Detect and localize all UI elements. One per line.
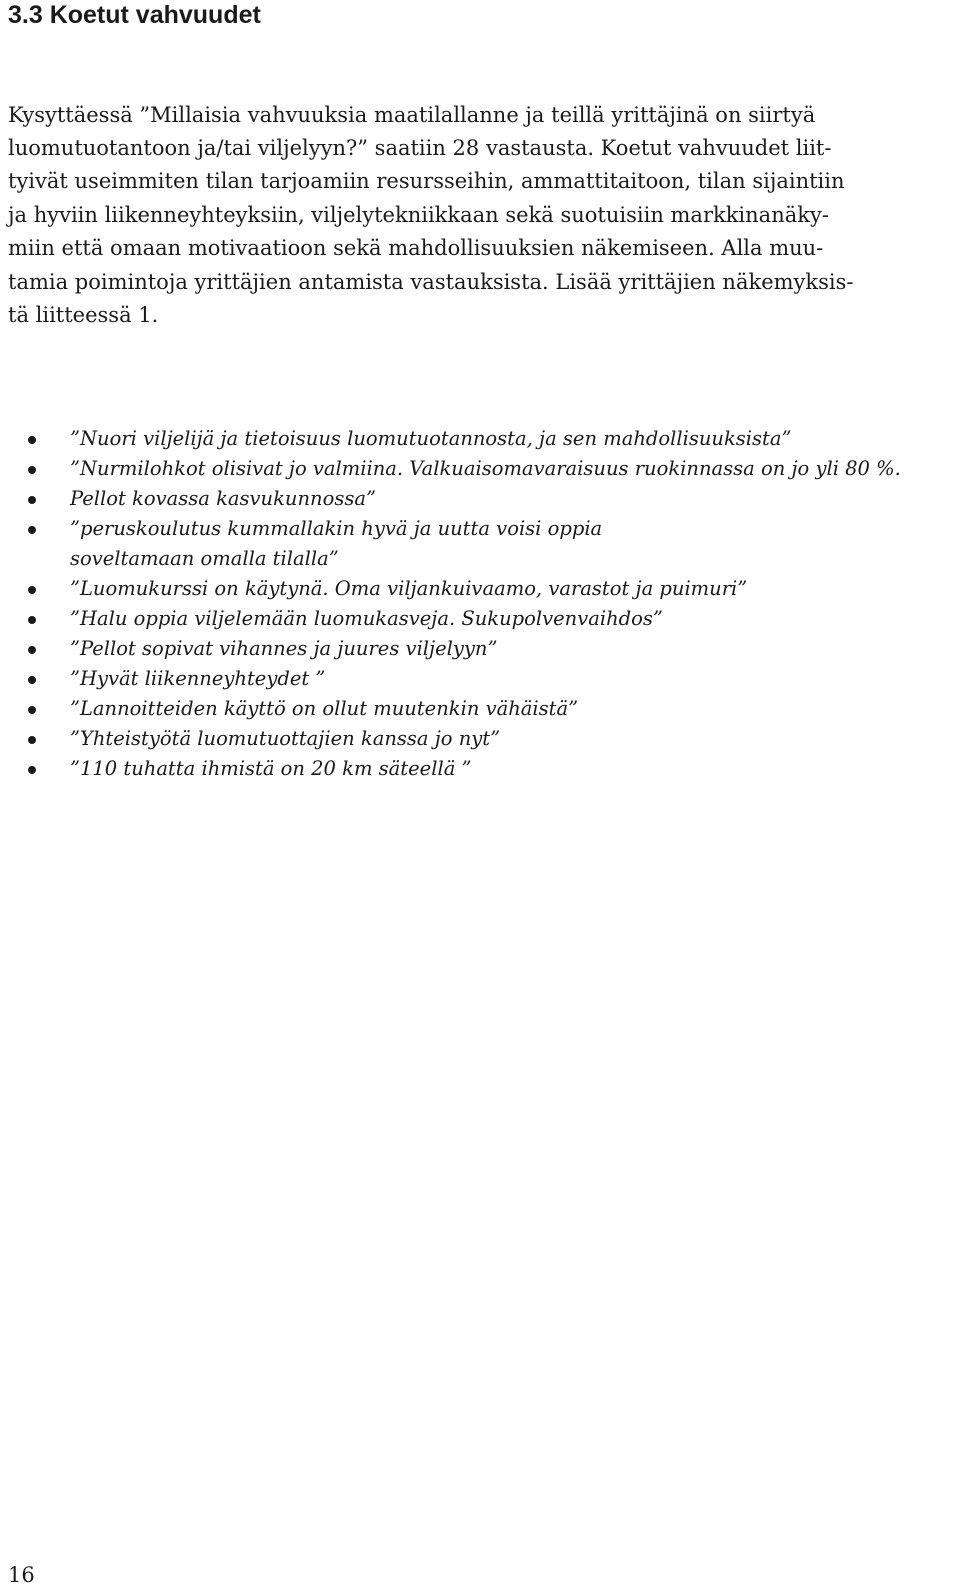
quote-item [0, 454, 960, 484]
bullet-icon [28, 676, 36, 684]
quote-item [0, 664, 960, 694]
bullet-icon [28, 706, 36, 714]
quote-item [0, 634, 960, 664]
paragraph-line: miin että omaan motivaatioon sekä mahdollisuuksien näkemiseen. Alla muu- [8, 236, 824, 260]
quote-text: ”peruskoulutus kummallakin hyvä ja uutta voisi oppia [70, 517, 603, 540]
bullet-icon [28, 436, 36, 444]
quote-item [0, 514, 960, 574]
quote-list [0, 424, 960, 784]
quote-item [0, 604, 960, 634]
quote-text: ”110 tuhatta ihmistä on 20 km säteellä ” [70, 757, 472, 780]
quote-item [0, 424, 960, 454]
quote-text: ”Luomukurssi on käytynä. Oma viljankuivaamo, varastot ja puimuri” [70, 577, 748, 600]
quote-item [0, 484, 960, 514]
paragraph-line: luomutuotantoon ja/tai viljelyyn?” saatiin 28 vastausta. Koetut vahvuudet liit- [8, 136, 832, 160]
bullet-icon [28, 736, 36, 744]
quote-text: ”Pellot sopivat vihannes ja juures viljelyyn” [70, 637, 498, 660]
paragraph-line: tamia poimintoja yrittäjien antamista vastauksista. Lisää yrittäjien näkemyksis- [8, 270, 854, 294]
quote-item [0, 754, 960, 784]
quote-text: soveltamaan omalla tilalla” [70, 547, 339, 570]
quote-item [0, 724, 960, 754]
quote-text: ”Lannoitteiden käyttö on ollut muutenkin vähäistä” [70, 697, 579, 720]
quote-text: ”Hyvät liikenneyhteydet ” [70, 667, 326, 690]
bullet-icon [28, 526, 36, 534]
paragraph-line: tä liitteessä 1. [8, 303, 159, 327]
bullet-icon [28, 496, 36, 504]
quote-item [0, 694, 960, 724]
bullet-icon [28, 766, 36, 774]
bullet-icon [28, 586, 36, 594]
bullet-icon [28, 466, 36, 474]
quote-text: Pellot kovassa kasvukunnossa” [70, 487, 376, 510]
paragraph-line: ja hyviin liikenneyhteyksiin, viljelytekniikkaan sekä suotuisiin markkinanäky- [8, 203, 829, 227]
paragraph-line: tyivät useimmiten tilan tarjoamiin resursseihin, ammattitaitoon, tilan sijaintiin [8, 169, 845, 193]
quote-text: ”Yhteistyötä luomutuottajien kanssa jo nyt” [70, 727, 501, 750]
quote-item [0, 574, 960, 604]
paragraph-line: Kysyttäessä ”Millaisia vahvuuksia maatilallanne ja teillä yrittäjinä on siirtyä [8, 103, 816, 127]
section-heading: 3.3 Koetut vahvuudet [8, 1, 261, 29]
bullet-icon [28, 616, 36, 624]
quote-text: ”Halu oppia viljelemään luomukasveja. Sukupolvenvaihdos” [70, 607, 663, 630]
page-number: 16 [8, 1563, 35, 1587]
quote-text: ”Nuori viljelijä ja tietoisuus luomutuotannosta, ja sen mahdollisuuksista” [70, 427, 792, 450]
bullet-icon [28, 646, 36, 654]
quote-text: ”Nurmilohkot olisivat jo valmiina. Valkuaisomavaraisuus ruokinnassa on jo yli 80 %. [70, 457, 901, 480]
